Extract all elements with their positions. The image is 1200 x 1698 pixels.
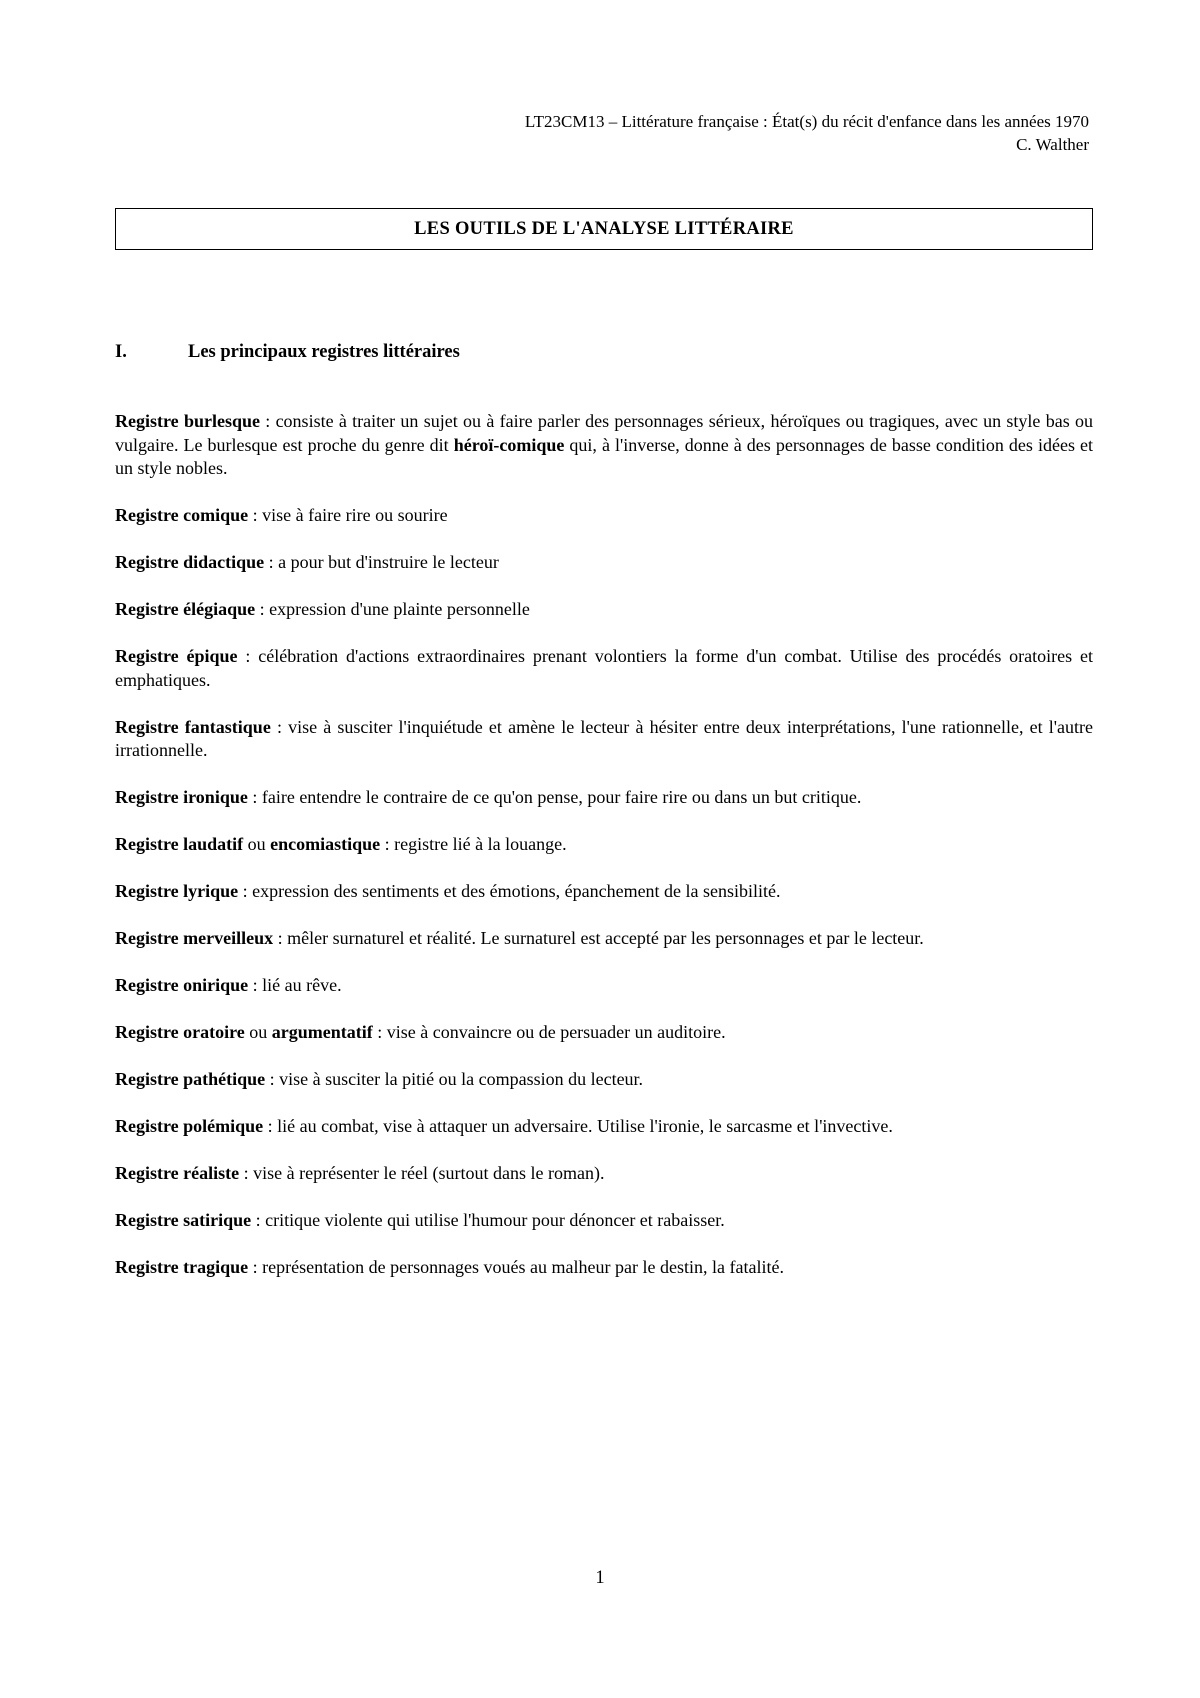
register-entry [115,1256,1093,1280]
register-entry [115,880,1093,904]
register-term-secondary: encomiastique [270,834,381,854]
register-entry [115,1068,1093,1092]
register-term: Registre merveilleux [115,928,274,948]
register-entry [115,410,1093,481]
register-definition: : mêler surnaturel et réalité. Le surnaturel est accepté par les personnages et par le lecteur. [273,928,924,948]
author-line: C. Walther [1016,135,1089,154]
register-definition: : vise à susciter la pitié ou la compassion du lecteur. [265,1069,644,1089]
register-entry [115,1209,1093,1233]
register-definition: : consiste à traiter un sujet ou à faire parler des personnages sérieux, héroïques ou tragiques, avec un style bas ou vulgaire. Le burlesque est proche du genre dit [115,411,1093,455]
section-heading [115,342,460,363]
register-entry [115,598,1093,622]
page-number: 1 [595,1568,605,1588]
register-list [115,410,1093,1303]
register-definition: : expression d'une plainte personnelle [255,599,530,619]
register-term: Registre oratoire [115,1022,245,1042]
register-term: Registre réaliste [115,1163,240,1183]
register-definition: : représentation de personnages voués au malheur par le destin, la fatalité. [248,1257,784,1277]
document-title-box [115,208,1093,250]
register-term-secondary: héroï-comique [453,434,565,455]
register-definition: : vise à convaincre ou de persuader un auditoire. [372,1022,726,1042]
register-entry [115,927,1093,951]
register-term: Registre laudatif [115,834,244,854]
register-definition: : vise à faire rire ou sourire [248,505,448,525]
register-term: Registre polémique [115,1116,264,1136]
register-entry [115,1162,1093,1186]
register-definition: : vise à représenter le réel (surtout dans le roman). [239,1163,605,1183]
register-definition: : faire entendre le contraire de ce qu'on pense, pour faire rire ou dans un but critique. [247,787,862,807]
course-line: LT23CM13 – Littérature française : État(s) du récit d'enfance dans les années 1970 [524,112,1089,131]
section-title: Les principaux registres littéraires [188,342,460,362]
register-entry [115,974,1093,998]
register-term: Registre satirique [115,1210,252,1230]
register-term: Registre fantastique [115,716,271,737]
register-definition: : expression des sentiments et des émotions, épanchement de la sensibilité. [238,881,781,901]
register-term: Registre épique [115,646,238,666]
register-definition: : registre lié à la louange. [380,834,567,854]
register-term: Registre comique [115,505,249,525]
register-term: Registre pathétique [115,1069,266,1089]
register-entry [115,716,1093,763]
register-entry [115,645,1093,692]
register-term: Registre tragique [115,1257,249,1277]
register-entry [115,504,1093,528]
register-term: Registre lyrique [115,881,239,901]
register-entry [115,551,1093,575]
register-entry [115,1115,1093,1139]
register-term-secondary: argumentatif [271,1022,373,1042]
register-definition-continued: qui, à l'inverse, donne à des personnages de basse condition des idées et un style nobles. [115,434,1093,478]
register-definition: : lié au rêve. [248,975,342,995]
register-term: Registre burlesque [115,411,260,431]
page-header [525,110,1089,156]
register-definition: : célébration d'actions extraordinaires prenant volontiers la forme d'un combat. Utilise des procédés oratoires et emphatiques. [115,646,1093,690]
section-number: I. [115,342,127,362]
register-connector: ou [243,834,271,854]
register-term: Registre onirique [115,975,249,995]
register-entry [115,1021,1093,1045]
register-entry [115,833,1093,857]
register-term: Registre élégiaque [115,599,256,619]
register-definition: : a pour but d'instruire le lecteur [264,552,499,572]
register-definition: : critique violente qui utilise l'humour pour dénoncer et rabaisser. [251,1210,725,1230]
document-title: LES OUTILS DE L'ANALYSE LITTÉRAIRE [414,218,794,239]
register-entry [115,786,1093,810]
register-term: Registre didactique [115,552,265,572]
register-definition: : lié au combat, vise à attaquer un adversaire. Utilise l'ironie, le sarcasme et l'invective. [263,1116,893,1136]
register-definition: : vise à susciter l'inquiétude et amène le lecteur à hésiter entre deux interprétations, l'une rationnelle, et l'autre irrationnelle. [115,716,1093,760]
register-term: Registre ironique [115,787,248,807]
register-connector: ou [244,1022,272,1042]
